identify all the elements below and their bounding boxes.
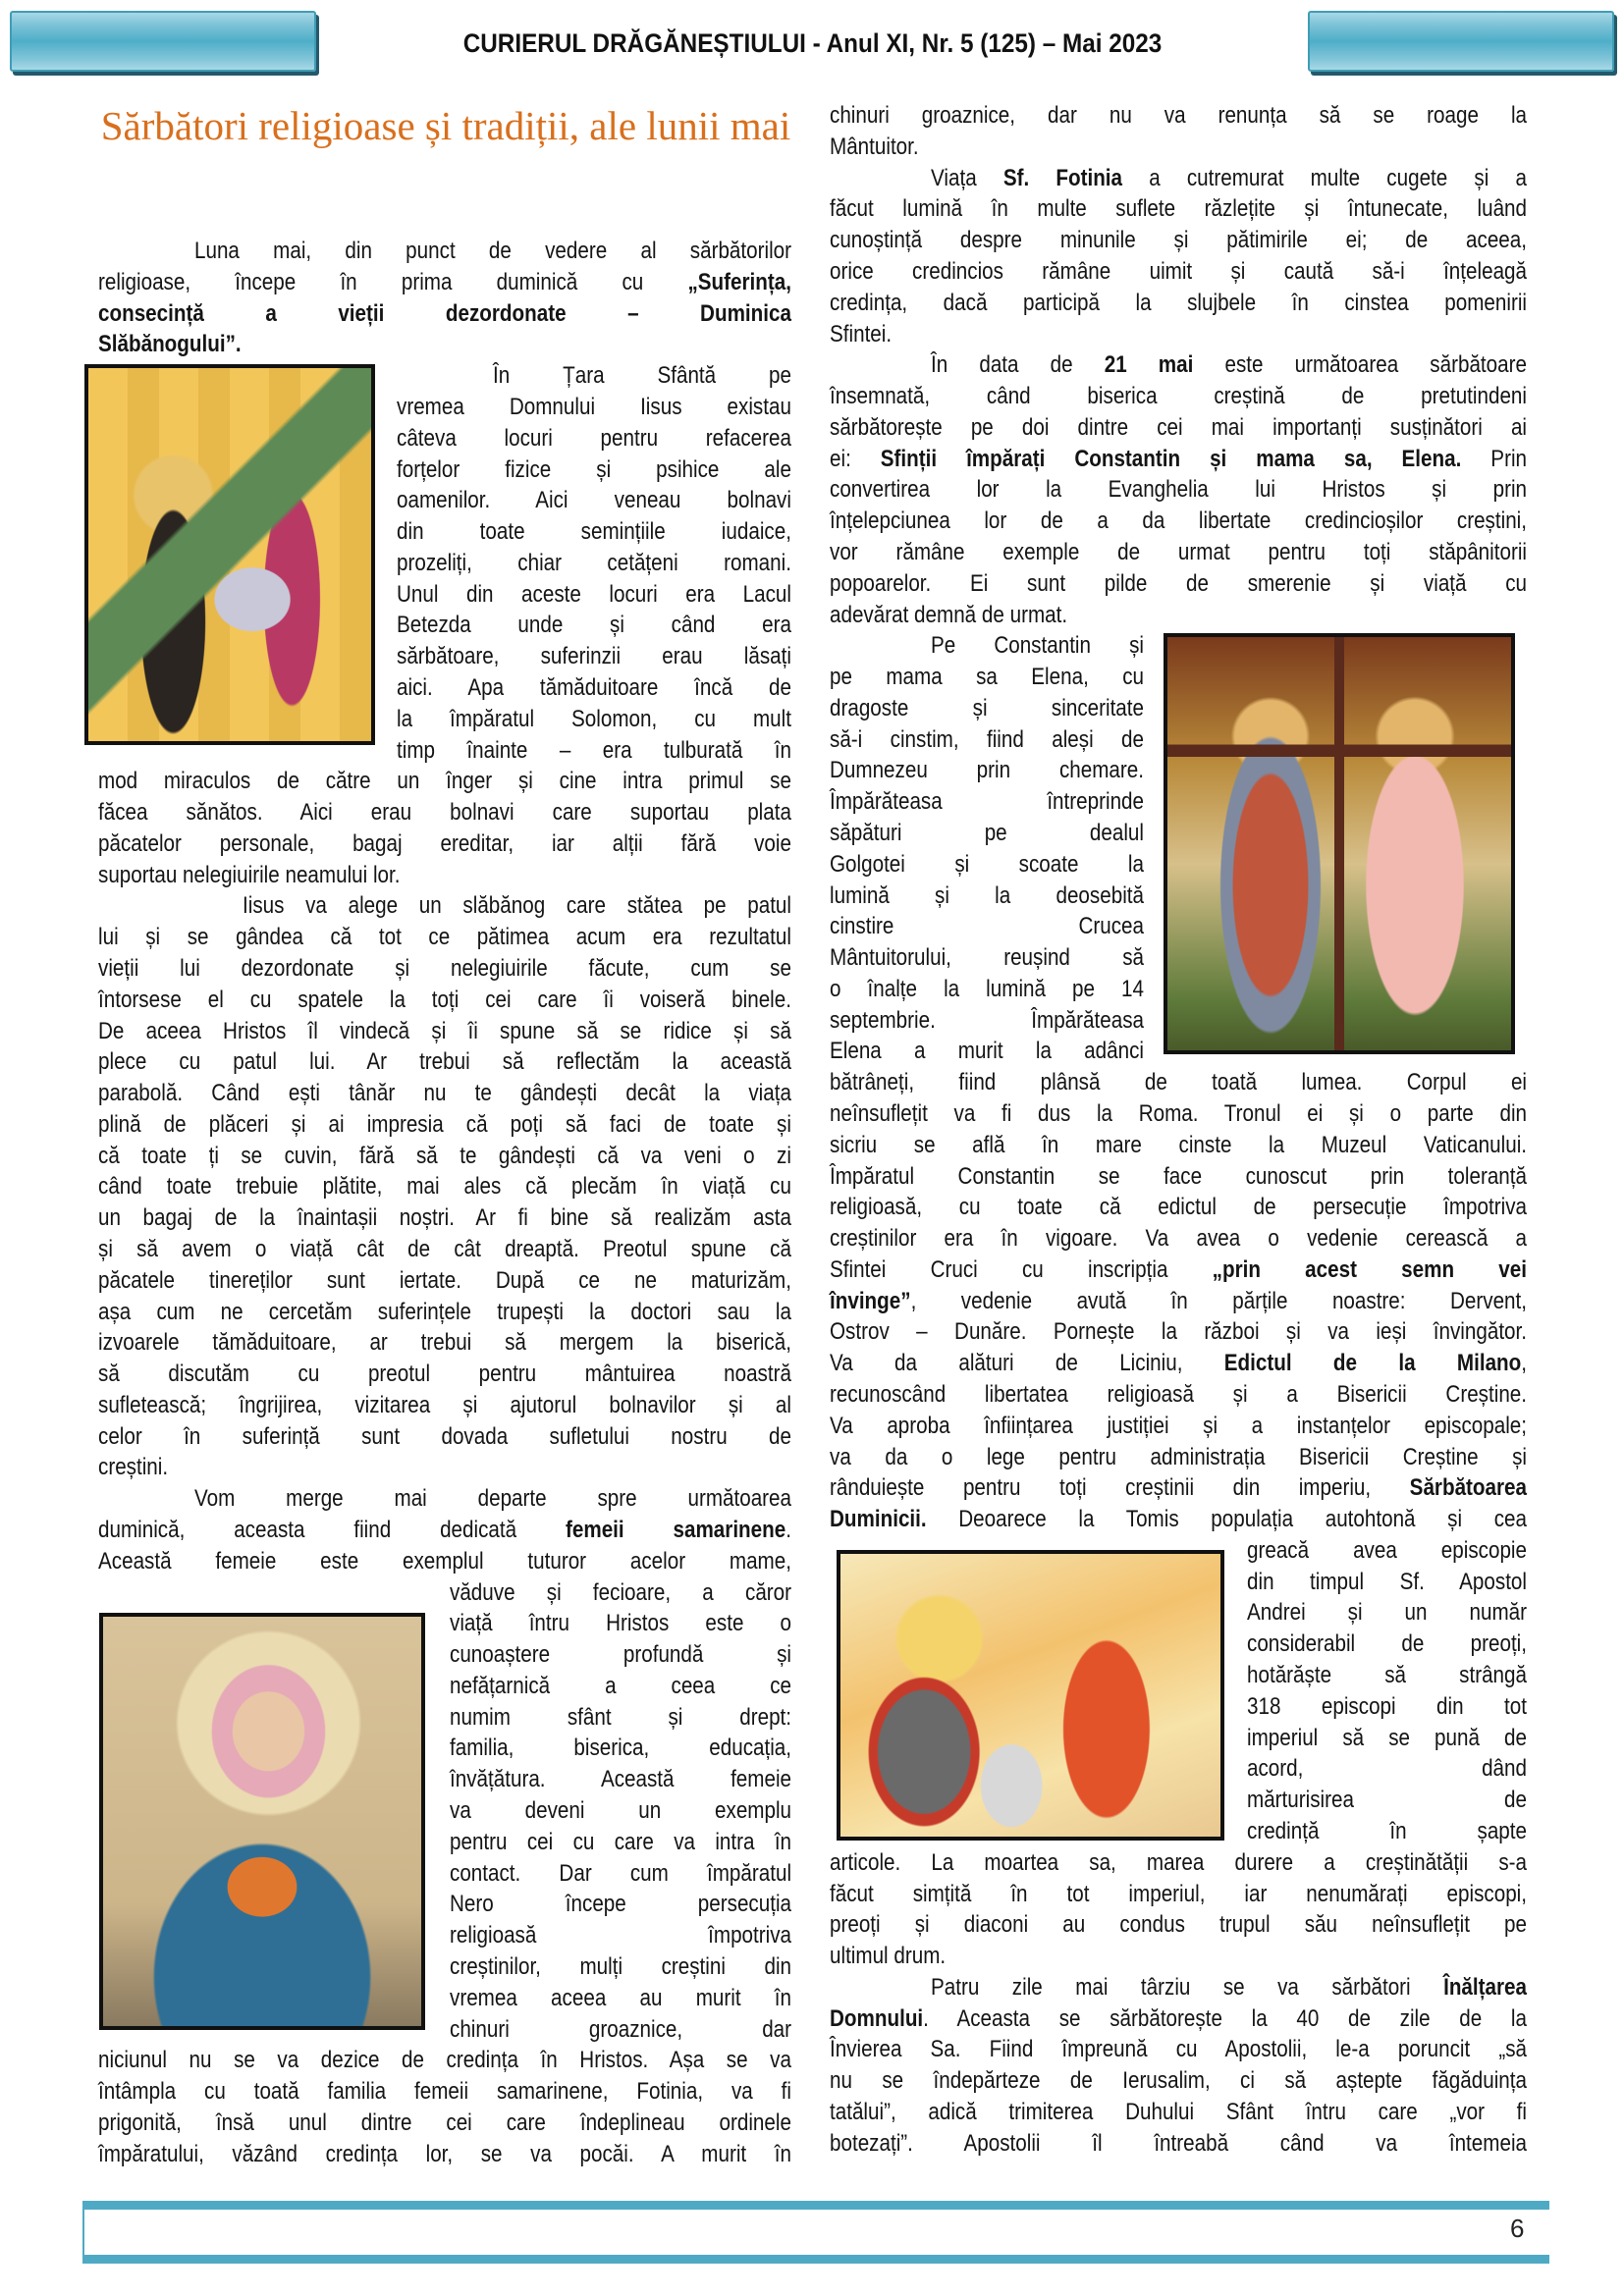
text-run: văduve și fecioare, a căror — [450, 1578, 792, 1606]
text-line — [830, 1504, 1527, 1535]
text-run: preoți și diaconi au condus trupul său neînsuflețit pe — [830, 1911, 1528, 1939]
text-run: ei: — [830, 445, 881, 472]
text-run: adevărat demnă de urmat. — [830, 601, 1068, 628]
text-run: sufletească; îngrijirea, vizitarea și ajutorul bolnavilor și al — [98, 1391, 791, 1418]
text-line — [830, 942, 1144, 974]
text-run: Sfintei. — [830, 320, 893, 347]
text-run: Mântuitorului, reușind să — [830, 944, 1145, 972]
text-run: parabolă. Când ești tânăr nu te gândești decât la viața — [98, 1080, 791, 1107]
text-line — [493, 360, 791, 392]
text-line — [830, 256, 1527, 288]
text-run: prigonită, însă unul dintre cei care îndeplineau ordinele — [98, 2109, 791, 2136]
text-line — [98, 860, 791, 891]
text-line — [830, 319, 1527, 350]
text-line — [931, 1972, 1527, 2003]
text-line — [397, 516, 791, 548]
text-run: hotărăște să strângă — [1247, 1662, 1527, 1688]
text-line — [450, 1795, 791, 1827]
text-run: cunoaștere profundă și — [450, 1641, 792, 1669]
text-run: nefățarnică a ceea ce — [450, 1672, 792, 1699]
text-run: din toate semințiile iudaice, — [397, 518, 791, 545]
text-run: pe mama sa Elena, cu — [830, 664, 1145, 690]
text-line — [830, 1411, 1527, 1442]
text-line — [830, 693, 1144, 724]
text-line — [98, 329, 791, 360]
bold-text: Înălțarea — [1443, 1973, 1527, 2001]
icon-saint-fotinia-image — [99, 1613, 425, 2030]
text-run: greacă avea episcopie — [1247, 1536, 1527, 1564]
text-run: Împăratul Constantin se face cunoscut prin toleranță — [830, 1162, 1528, 1190]
text-run: păcatelor personale, bagaj ereditar, iar alții fără voie — [98, 829, 791, 857]
text-line — [830, 881, 1144, 912]
text-run: lumină și la deosebită — [830, 881, 1145, 909]
text-line — [450, 1702, 791, 1734]
text-run: Andrei și un număr — [1247, 1599, 1527, 1627]
text-line — [450, 1577, 791, 1609]
text-line — [1247, 1785, 1527, 1816]
text-line — [830, 1941, 1527, 1972]
text-run: Vom merge mai departe spre următoarea — [194, 1485, 792, 1513]
text-line — [830, 1255, 1527, 1286]
text-run: păcatele tinereților sunt iertate. După ce ne maturizăm, — [98, 1266, 791, 1294]
text-line — [830, 132, 1527, 163]
text-line — [830, 1161, 1527, 1193]
text-line — [830, 1379, 1527, 1411]
text-run: prozeliți, chiar cetățeni romani. — [397, 549, 791, 576]
text-line — [830, 1223, 1527, 1255]
bold-text: Slăbănogului”. — [98, 331, 242, 358]
text-run: împăratului, văzând credința lor, se va pocăi. A murit în — [98, 2140, 791, 2167]
footer-frame — [82, 2201, 1549, 2264]
text-line — [98, 2076, 791, 2108]
text-run: familia, biserica, educația, — [450, 1735, 792, 1762]
text-line — [98, 1327, 791, 1359]
text-run: plină de plăceri și ai impresia că poți să faci de toate și — [98, 1110, 791, 1138]
text-line — [98, 797, 791, 828]
text-run: un bagaj de la înaintașii noștri. Ar fi bine să realizăm asta — [98, 1204, 791, 1232]
text-line — [830, 100, 1527, 132]
text-line — [450, 1671, 791, 1702]
bold-text: învinge” — [830, 1287, 911, 1314]
text-run: vremea Domnului Iisus existau — [397, 393, 791, 420]
text-line — [98, 267, 791, 298]
text-line — [194, 236, 791, 267]
text-run: , vedenie avută în părțile noastre: Dervent, — [910, 1287, 1528, 1314]
text-line — [830, 1472, 1527, 1504]
text-run: Mântuitor. — [830, 133, 919, 160]
text-line — [931, 349, 1527, 381]
text-run: botezați”. Apostolii îl întreabă când va întemeia — [830, 2129, 1528, 2157]
text-line — [830, 1005, 1144, 1037]
text-run: Patru zile mai târziu se va sărbători — [931, 1973, 1444, 2001]
text-run: izvoarele tămăduitoare, ar trebui să mergem la biserică, — [98, 1329, 791, 1357]
text-line — [830, 1067, 1527, 1098]
text-run: creștinilor, mulți creștini din — [450, 1952, 792, 1980]
text-line — [450, 1889, 791, 1920]
page-number: 6 — [1510, 2214, 1525, 2243]
text-line — [830, 2003, 1527, 2035]
text-run: este următoarea sărbătoare — [1193, 351, 1527, 379]
text-line — [1247, 1535, 1527, 1567]
text-run: sicriu se află în mare cinste la Muzeul Vaticanului. — [830, 1131, 1528, 1158]
text-run: celor în suferință sunt dovada sufletului nostru de — [98, 1422, 791, 1450]
text-run: vremea aceea au murit în — [450, 1984, 792, 2011]
text-line — [830, 2128, 1527, 2160]
header-bar-right — [1308, 11, 1614, 72]
text-run: convertirea lor la Evanghelia lui Hristos și prin — [830, 476, 1528, 504]
masthead: CURIERUL DRĂGĂNEȘTIULUI - Anul XI, Nr. 5 (125) – Mai 2023 — [462, 28, 1163, 58]
text-line — [98, 985, 791, 1016]
text-line — [830, 1130, 1527, 1161]
text-line — [397, 485, 791, 516]
text-run: Sfintei Cruci cu inscripția — [830, 1255, 1213, 1283]
bold-text: femeii samarinene — [565, 1517, 786, 1543]
text-run: a cutremurat multe cugete și a — [1122, 164, 1527, 191]
text-line — [830, 911, 1144, 942]
text-line — [243, 890, 791, 922]
bold-text: „Suferința, — [687, 268, 791, 295]
bold-text: 21 mai — [1104, 351, 1194, 379]
bold-text: Sfinții împărați Constantin și mama sa, Elena. — [880, 445, 1462, 472]
text-run: cunoștință despre minunile și pătimirile ei; de aceea, — [830, 227, 1528, 254]
text-run: Deoarece la Tomis populația autohtonă și cea — [926, 1506, 1528, 1533]
text-line — [397, 392, 791, 423]
text-line — [98, 1078, 791, 1109]
text-run: să discutăm cu preotul pentru mântuirea noastră — [98, 1361, 791, 1388]
text-run: Învierea Sa. Fiind împreună cu Apostolii, le-a poruncit „să — [830, 2036, 1528, 2063]
header-bar-left — [10, 11, 316, 72]
text-run: credința, dacă participă la slujbele în cinstea pomenirii — [830, 289, 1528, 316]
text-run: contact. Dar cum împăratul — [450, 1859, 792, 1887]
text-run: la împăratul Solomon, cu mult — [397, 705, 791, 732]
text-line — [98, 1452, 791, 1483]
text-run: săpături pe dealul — [830, 819, 1145, 846]
text-run: plece cu patul lui. Ar trebui să reflectăm la această — [98, 1048, 791, 1076]
text-run: recunoscând libertatea religioasă și a Bisericii Creștine. — [830, 1381, 1528, 1408]
text-run: Viața — [931, 164, 1003, 191]
text-line — [830, 1442, 1527, 1473]
text-line — [98, 1234, 791, 1265]
text-run: lui și se gândea că tot ce pătimea acum era rezultatul — [98, 924, 791, 951]
text-run: religioase, începe în prima duminică cu — [98, 268, 688, 295]
text-run: va deveni un exemplu — [450, 1797, 792, 1824]
text-run: Iisus va alege un slăbănog care stătea pe patul — [243, 892, 791, 920]
text-line — [1247, 1660, 1527, 1691]
text-line — [98, 1546, 791, 1577]
text-run: De aceea Hristos îl vindecă și îi spune să se ridice și să — [98, 1017, 791, 1044]
text-line — [830, 1909, 1527, 1941]
text-run: Prin — [1461, 445, 1528, 472]
text-run: înțelepciunea lor de a da libertate credincioșilor creștini, — [830, 507, 1528, 535]
text-line — [450, 1858, 791, 1890]
text-run: septembrie. Împărăteasa — [830, 1006, 1145, 1034]
text-line — [98, 1171, 791, 1202]
text-run: niciunul nu se va dezice de credința în Hristos. Așa se va — [98, 2047, 791, 2074]
text-line — [397, 672, 791, 704]
text-line — [98, 766, 791, 797]
text-line — [98, 1515, 791, 1546]
text-run: timp înainte – era tulburată în — [397, 736, 791, 764]
text-line — [397, 704, 791, 735]
text-line — [830, 818, 1144, 849]
text-run: Va da alături de Liciniu, — [830, 1350, 1224, 1377]
text-run: orice credincios rămâne uimit și caută să-i înțeleagă — [830, 257, 1528, 285]
text-run: făcut lumină în multe suflete răzlețite și întunecate, luând — [830, 195, 1528, 223]
text-line — [397, 423, 791, 454]
text-run: numim sfânt și drept: — [450, 1703, 792, 1731]
text-line — [830, 474, 1527, 506]
text-run: Elena a murit la adânci — [830, 1038, 1145, 1065]
text-line — [1247, 1753, 1527, 1785]
text-line — [98, 1421, 791, 1453]
text-line — [98, 2045, 791, 2076]
text-run: Va aproba înființarea justiției și a instanțelor episcopale; — [830, 1412, 1528, 1439]
text-run: creștini. — [98, 1454, 169, 1481]
text-run: vieții lui dezordonate și nelegiuirile făcute, cum se — [98, 954, 791, 982]
text-line — [830, 506, 1527, 537]
text-run: și să avem o viață cât de cât dreaptă. Preotul spune că — [98, 1236, 791, 1262]
text-line — [98, 1141, 791, 1172]
bold-text: Sărbătoarea — [1409, 1474, 1528, 1502]
text-line — [830, 412, 1527, 444]
text-run: , — [1521, 1350, 1528, 1377]
text-line — [98, 298, 791, 330]
text-line — [450, 1608, 791, 1639]
text-line — [450, 1983, 791, 2014]
text-line — [1247, 1691, 1527, 1723]
text-run: . Aceasta se sărbătorește la 40 de zile de la — [923, 2004, 1528, 2032]
text-run: bătrâneți, fiind plânsă de toată lumea. Corpul ei — [830, 1069, 1528, 1096]
text-run: Nero începe persecuția — [450, 1891, 792, 1918]
text-line — [830, 1879, 1527, 1910]
text-line — [98, 828, 791, 860]
text-line — [830, 849, 1144, 881]
text-run: popoarelor. Ei sunt pilde de smerenie și viață cu — [830, 569, 1528, 597]
text-run: În Țara Sfântă pe — [493, 362, 792, 390]
text-run: 318 episcopi din tot — [1247, 1692, 1527, 1720]
text-line — [931, 630, 1144, 662]
text-line — [830, 381, 1527, 412]
text-run: tatălui”, adică trimiterea Duhului Sfânt întru care „vor fi — [830, 2098, 1528, 2125]
text-line — [830, 724, 1144, 756]
text-line — [830, 786, 1144, 818]
text-run: învățătura. Această femeie — [450, 1766, 792, 1793]
text-run: Unul din aceste locuri era Lacul — [397, 580, 791, 608]
text-run: nu se îndepărteze de Ierusalim, ci să aștepte făgăduința — [830, 2067, 1528, 2095]
text-run: mărturisirea de — [1247, 1787, 1527, 1814]
text-line — [830, 2097, 1527, 2128]
text-run: religioasă împotriva — [450, 1922, 792, 1949]
text-run: că toate ți se cuvin, fără să te gândești că va veni o zi — [98, 1142, 791, 1169]
text-line — [98, 1265, 791, 1297]
text-line — [830, 1286, 1527, 1317]
text-line — [98, 1390, 791, 1421]
text-run: forțelor fizice și psihice ale — [397, 455, 791, 483]
text-line — [830, 193, 1527, 225]
text-run: vor rămâne exemple de urmat pentru toți stăpânitorii — [830, 538, 1528, 565]
text-run: neînsuflețit va fi dus la Roma. Tronul ei și o parte din — [830, 1100, 1528, 1127]
text-run: acord, dând — [1247, 1755, 1527, 1783]
text-line — [450, 1951, 791, 1983]
text-run: Betezda unde și când era — [397, 612, 791, 639]
text-line — [1247, 1629, 1527, 1660]
text-line — [397, 579, 791, 611]
text-line — [397, 735, 791, 767]
text-line — [830, 2065, 1527, 2097]
text-run: Pe Constantin și — [931, 632, 1144, 660]
text-run: ultimul drum. — [830, 1943, 947, 1969]
text-line — [450, 1733, 791, 1764]
text-line — [450, 1920, 791, 1951]
text-run: aici. Apa tămăduitoare încă de — [397, 673, 791, 701]
text-run: așa cum ne cercetăm suferințele trupești la doctori sau la — [98, 1298, 791, 1325]
text-run: câteva locuri pentru refacerea — [397, 424, 791, 452]
text-line — [830, 1847, 1527, 1879]
bold-text: Edictul de la Milano — [1223, 1350, 1522, 1377]
text-line — [397, 641, 791, 672]
text-line — [1247, 1597, 1527, 1629]
text-run: dragoste și sinceritate — [830, 694, 1145, 721]
text-line — [397, 610, 791, 641]
text-run: Această femeie este exemplul tuturor acelor mame, — [98, 1547, 791, 1575]
text-line — [830, 974, 1144, 1005]
text-run: Luna mai, din punct de vedere al sărbătorilor — [194, 238, 792, 264]
text-run: o înalțe la lumină pe 14 — [830, 975, 1145, 1002]
icon-samaritan-woman-at-well-image — [837, 1550, 1224, 1841]
text-run: rânduiește pentru toți creștinii din imperiu, — [830, 1474, 1410, 1502]
text-line — [98, 1297, 791, 1328]
text-line — [397, 454, 791, 486]
text-run: . — [785, 1517, 791, 1543]
text-line — [830, 600, 1527, 631]
icon-healing-of-paralytic-image — [84, 364, 375, 745]
text-run: din timpul Sf. Apostol — [1247, 1568, 1527, 1595]
text-run: cinstire Crucea — [830, 913, 1145, 940]
text-run: Golgotei și scoate la — [830, 850, 1145, 878]
text-line — [98, 1359, 791, 1390]
text-line — [194, 1483, 791, 1515]
text-line — [1247, 1816, 1527, 1847]
text-run: Ostrov – Dunăre. Pornește la război și va ieși învingător. — [830, 1318, 1528, 1346]
bold-text: Duminicii. — [830, 1506, 927, 1533]
text-run: oamenilor. Aici veneau bolnavi — [397, 487, 791, 514]
text-line — [1247, 1723, 1527, 1754]
text-line — [98, 1046, 791, 1078]
text-line — [98, 1202, 791, 1234]
text-run: imperiul să se pună de — [1247, 1724, 1527, 1751]
text-run: creștinilor era în vigoare. Va avea o vedenie cerească a — [830, 1225, 1528, 1253]
text-line — [830, 755, 1144, 786]
text-line — [830, 662, 1144, 693]
text-run: suportau nelegiuirile neamului lor. — [98, 861, 401, 888]
bold-text: „prin acest semn vei — [1212, 1255, 1528, 1283]
text-line — [830, 2034, 1527, 2065]
text-run: mod miraculos de către un înger și cine intra primul se — [98, 768, 791, 795]
text-line — [830, 1316, 1527, 1348]
text-line — [931, 163, 1527, 194]
text-run: sărbătorește pe doi dintre cei mai importanți susținători ai — [830, 413, 1528, 441]
text-run: viață întru Hristos este o — [450, 1610, 792, 1637]
text-line — [98, 1109, 791, 1141]
text-run: articole. La moartea sa, marea durere a creștinătății s-a — [830, 1848, 1528, 1876]
text-run: să-i cinstim, fiind aleși de — [830, 725, 1145, 753]
text-run: religioasă, cu toate că edictul de persecuție împotriva — [830, 1194, 1528, 1221]
text-run: întorsese el cu spatele la toți cei care îi voiseră binele. — [98, 986, 791, 1013]
text-line — [397, 548, 791, 579]
text-run: Împărăteasa întreprinde — [830, 788, 1145, 816]
text-line — [830, 225, 1527, 256]
text-line — [98, 2139, 791, 2170]
text-run: chinuri groaznice, dar nu va renunța să se roage la — [830, 102, 1528, 129]
text-line — [98, 1016, 791, 1047]
text-line — [450, 1764, 791, 1795]
text-run: făcut simțită în tot imperiul, iar nenumărați episcopi, — [830, 1880, 1528, 1907]
text-run: duminică, aceasta fiind dedicată — [98, 1517, 566, 1543]
text-run: considerabil de preoți, — [1247, 1630, 1527, 1658]
text-run: În data de — [931, 351, 1105, 379]
text-run: credință în șapte — [1247, 1817, 1527, 1844]
text-line — [830, 1036, 1144, 1067]
text-line — [830, 537, 1527, 568]
text-line — [830, 568, 1527, 600]
text-run: Dumnezeu prin chemare. — [830, 757, 1145, 784]
text-line — [98, 2108, 791, 2139]
text-run: pentru cei cu care va intra în — [450, 1828, 792, 1855]
bold-text: Sf. Fotinia — [1002, 164, 1123, 191]
icon-saints-constantine-and-helen-image — [1164, 633, 1515, 1054]
text-line — [450, 1639, 791, 1671]
text-line — [830, 288, 1527, 319]
article-title: Sărbători religioase și tradiții, ale lunii mai — [100, 103, 791, 148]
text-line — [98, 922, 791, 953]
text-line — [450, 1827, 791, 1858]
bold-text: Domnului — [830, 2004, 924, 2032]
text-line — [830, 1098, 1527, 1130]
text-line — [830, 1348, 1527, 1379]
text-line — [830, 1192, 1527, 1223]
text-run: chinuri groaznice, dar — [450, 2015, 792, 2043]
text-line — [1247, 1567, 1527, 1598]
text-run: însemnată, când biserica creștină de pretutindeni — [830, 383, 1528, 409]
text-line — [450, 2014, 791, 2046]
text-run: sărbătoare, suferinzii erau lăsați — [397, 643, 791, 670]
text-run: va da o lege pentru administrația Bisericii Creștine și — [830, 1443, 1528, 1470]
text-line — [830, 444, 1527, 475]
text-run: făcea sănătos. Aici erau bolnavi care suportau plata — [98, 799, 791, 826]
text-line — [98, 953, 791, 985]
text-run: când toate trebuie plătite, mai ales că plecăm în viață cu — [98, 1173, 791, 1201]
bold-text: consecință a vieții dezordonate – Duminica — [98, 299, 791, 327]
text-run: întâmpla cu toată familia femeii samarinene, Fotinia, va fi — [98, 2078, 791, 2105]
